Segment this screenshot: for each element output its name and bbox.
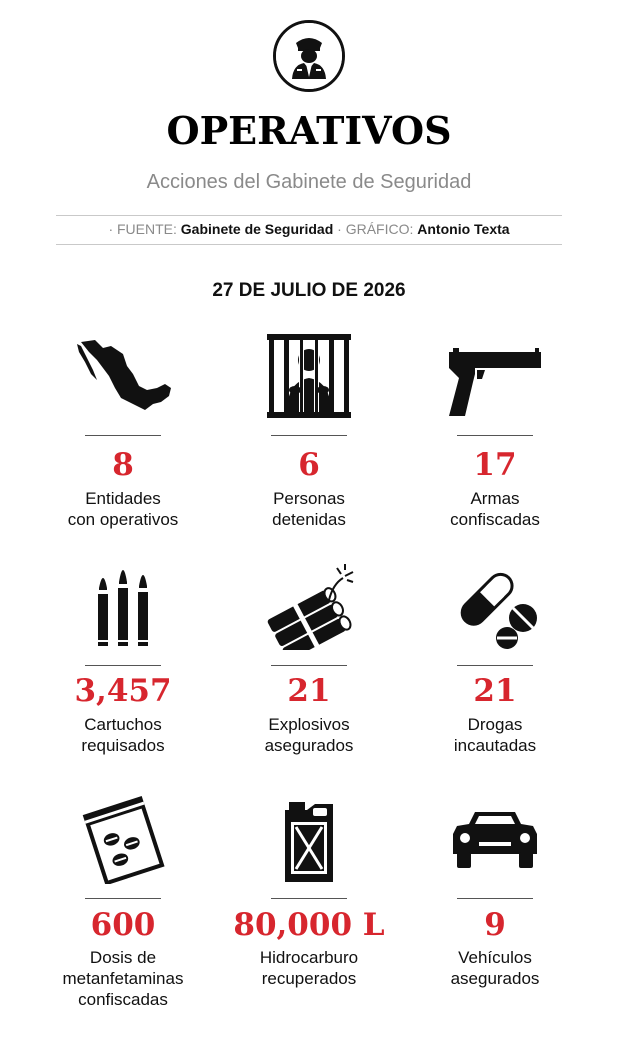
stat-separator [85, 665, 161, 666]
drug-bag-icon [73, 794, 173, 884]
stat-separator [457, 435, 533, 436]
stat-label-line-1: Drogas [467, 715, 523, 734]
stat-value: 17 [473, 447, 517, 483]
stat-label-line-2: asegurados [450, 969, 540, 988]
source-prefix: · FUENTE: [108, 221, 181, 237]
graphic-prefix: · GRÁFICO: [333, 221, 418, 237]
stat-value: 80,000 L [233, 907, 385, 943]
stat-label-line-2: confiscadas [450, 510, 540, 529]
stat-label-line-2: metanfetaminas [62, 969, 184, 988]
stat-value: 8 [112, 447, 134, 483]
stat-value: 21 [473, 673, 517, 709]
stat-value: 600 [90, 907, 156, 943]
stat-label-line-1: Hidrocarburo [259, 948, 359, 967]
stat-label-line-2: asegurados [264, 736, 354, 755]
stat-label-line-1: Cartuchos [84, 715, 162, 734]
stat-separator [85, 435, 161, 436]
graphic-author: Antonio Texta [417, 221, 510, 237]
dynamite-icon [259, 560, 359, 650]
stat-separator [457, 665, 533, 666]
stat-label-line-1: Vehículos [458, 948, 532, 967]
divider-bottom [56, 244, 562, 245]
mexico-map-icon [73, 332, 173, 422]
pills-icon [445, 560, 545, 650]
stat-label-line-2: recuperados [261, 969, 357, 988]
stat-separator [271, 898, 347, 899]
report-date: 27 DE JULIO DE 2026 [212, 280, 406, 301]
stat-separator [271, 665, 347, 666]
stat-label-line-1: Personas [273, 489, 345, 508]
page-subtitle: Acciones del Gabinete de Seguridad [146, 171, 472, 193]
stat-label-line-2: requisados [81, 736, 165, 755]
stat-label-line-3: confiscadas [78, 990, 168, 1009]
stat-label-line-1: Explosivos [268, 715, 350, 734]
credits-line [0, 221, 618, 237]
stat-label-line-1: Armas [470, 489, 520, 508]
stat-value: 3,457 [74, 673, 172, 709]
stat-separator [457, 898, 533, 899]
stat-label-line-2: detenidas [272, 510, 346, 529]
stat-value: 21 [287, 673, 331, 709]
car-icon [445, 794, 545, 884]
jailed-person-icon [259, 332, 359, 422]
stat-label-line-1: Dosis de [89, 948, 157, 967]
stat-label-line-1: Entidades [85, 489, 161, 508]
fuel-jerrycan-icon [259, 794, 359, 884]
page-title: OPERATIVOS [166, 108, 452, 153]
police-officer-icon [273, 20, 345, 92]
stat-value: 6 [298, 447, 320, 483]
stat-separator [271, 435, 347, 436]
stat-separator [85, 898, 161, 899]
divider-top [56, 215, 562, 216]
source-name: Gabinete de Seguridad [180, 221, 334, 237]
bullets-icon [73, 560, 173, 650]
stat-label-line-2: con operativos [67, 510, 179, 529]
stat-label-line-2: incautadas [453, 736, 537, 755]
pistol-icon [445, 332, 545, 422]
stat-value: 9 [484, 907, 506, 943]
